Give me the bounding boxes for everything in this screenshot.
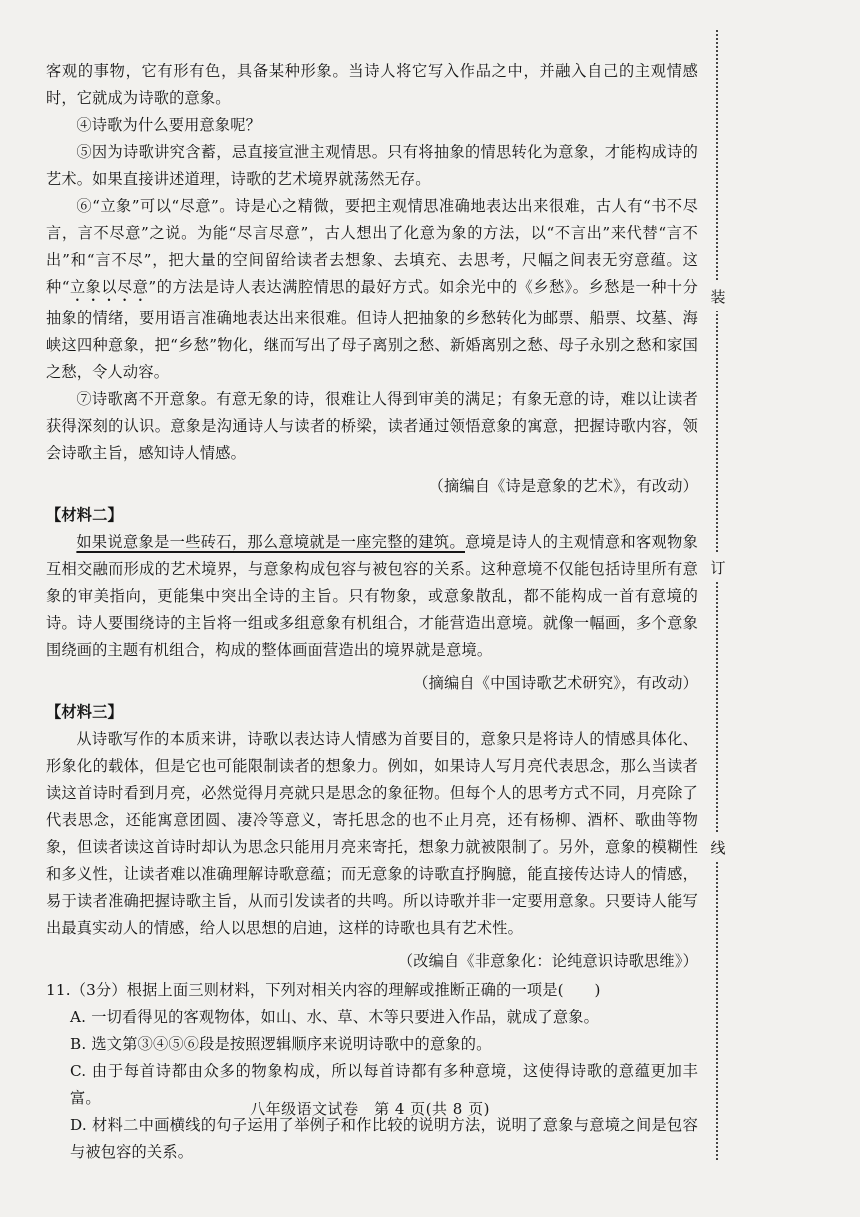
binding-label-xian: 线 (710, 833, 726, 862)
material3-paragraph: 从诗歌写作的本质来讲，诗歌以表达诗人情感为首要目的，意象只是将诗人的情感具体化、形象化的载体，但是它也可能限制读者的想象力。例如，如果诗人写月亮代表思念，那么当读者读这首诗时看到月亮，必然觉得月亮就只是思念的象征物。但每个人的思考方式不同，月亮除了代表思念，还能寓意团圆、凄冷等意义，寄托思念的也不止月亮，还有杨柳、酒杯、歌曲等物象，但读者读这首诗时却认为思念只能用月亮来寄托，想象力就被限制了。另外，意象的模糊性和多义性，让读者难以准确理解诗歌意蕴；而无意象的诗歌直抒胸臆，能直接传达诗人的情感，易于读者准确把握诗歌主旨，从而引发读者的共鸣。所以诗歌并非一定要用意象。只要诗人能写出最真实动人的情感，给人以思想的启迪，这样的诗歌也具有艺术性。 (46, 730, 698, 937)
material1-paragraph-4: ④诗歌为什么要用意象呢？ (76, 116, 262, 134)
material1-paragraph-6 (46, 193, 698, 386)
binding-line (716, 30, 718, 1160)
option-c: C. 由于每首诗都由众多的物象构成，所以每首诗都有多种意境，这使得诗歌的意蕴更加丰富。 (70, 1062, 698, 1107)
material2-source: （摘编自《中国诗歌艺术研究》，有改动） (413, 674, 698, 692)
paragraph-6-part-a: ⑥“立象”可以“尽意”。诗是心之精微，要把主观情思准确地表达出来很难，古人有“书不尽言，言不尽意”之说。为能“尽言尽意”，古人想出了化意为象的方法，以“不言出”来代替“言不出”和“言不尽”，把大量的空间留给读者去想象、去填充、去思考，尺幅之间表无穷意蕴。这种“ (46, 197, 698, 296)
material2-paragraph (46, 529, 698, 664)
material1-source: （摘编自《诗是意象的艺术》，有改动） (428, 477, 698, 495)
material2-header: 【材料二】 (46, 506, 123, 524)
material3-header: 【材料三】 (46, 703, 123, 721)
emphasized-phrase: 立象以尽意 (69, 278, 149, 296)
option-d: D. 材料二中画横线的句子运用了举例子和作比较的说明方法，说明了意象与意境之间是包容与被包容的关系。 (70, 1116, 698, 1161)
option-a: A. 一切看得见的客观物体，如山、水、草、木等只要进入作品，就成了意象。 (70, 1008, 600, 1026)
exam-content (46, 58, 698, 1166)
binding-label-ding: 订 (710, 553, 726, 582)
material3-source: （改编自《非意象化：论纯意识诗歌思维》） (397, 952, 698, 970)
material1-paragraph-5: ⑤因为诗歌讲究含蓄，忌直接宣泄主观情思。只有将抽象的情思转化为意象，才能构成诗的艺术。如果直接讲述道理，诗歌的艺术境界就荡然无存。 (46, 143, 698, 188)
paragraph-6-part-b: ”的方法是诗人表达满腔情思的最好方式。如余光中的《乡愁》。乡愁是一种十分抽象的情绪，要用语言准确地表达出来很难。但诗人把抽象的乡愁转化为邮票、船票、坟墓、海峡这四种意象，把“乡愁”物化，继而写出了母子离别之愁、新婚离别之愁、母子永别之愁和家国之愁，令人动容。 (46, 278, 698, 381)
binding-label-zhuang: 装 (710, 282, 726, 311)
material1-paragraph-7: ⑦诗歌离不开意象。有意无象的诗，很难让人得到审美的满足；有象无意的诗，难以让读者获得深刻的认识。意象是沟通诗人与读者的桥梁，读者通过领悟意象的寓意，把握诗歌内容，领会诗歌主旨，感知诗人情感。 (46, 390, 698, 462)
underlined-sentence: 如果说意象是一些砖石，那么意境就是一座完整的建筑。 (76, 533, 465, 551)
question-11-stem: 11.（3分）根据上面三则材料，下列对相关内容的理解或推断正确的一项是( ) (46, 981, 601, 999)
material1-intro: 客观的事物，它有形有色，具备某种形象。当诗人将它写入作品之中，并融入自己的主观情感时，它就成为诗歌的意象。 (46, 62, 698, 107)
material2-rest: 意境是诗人的主观情意和客观物象互相交融而形成的艺术境界，与意象构成包容与被包容的关系。这种意境不仅能包括诗里所有意象的审美指向，更能集中突出全诗的主旨。只有物象，或意象散乱，都不能构成一首有意境的诗。诗人要围绕诗的主旨将一组或多组意象有机组合，才能营造出意境。就像一幅画，多个意象围绕画的主题有机组合，构成的整体画面营造出的境界就是意境。 (46, 533, 699, 659)
page-footer: 八年级语文试卷 第 4 页(共 8 页) (250, 1100, 490, 1118)
option-b: B. 选文第③④⑤⑥段是按照逻辑顺序来说明诗歌中的意象的。 (70, 1035, 492, 1053)
